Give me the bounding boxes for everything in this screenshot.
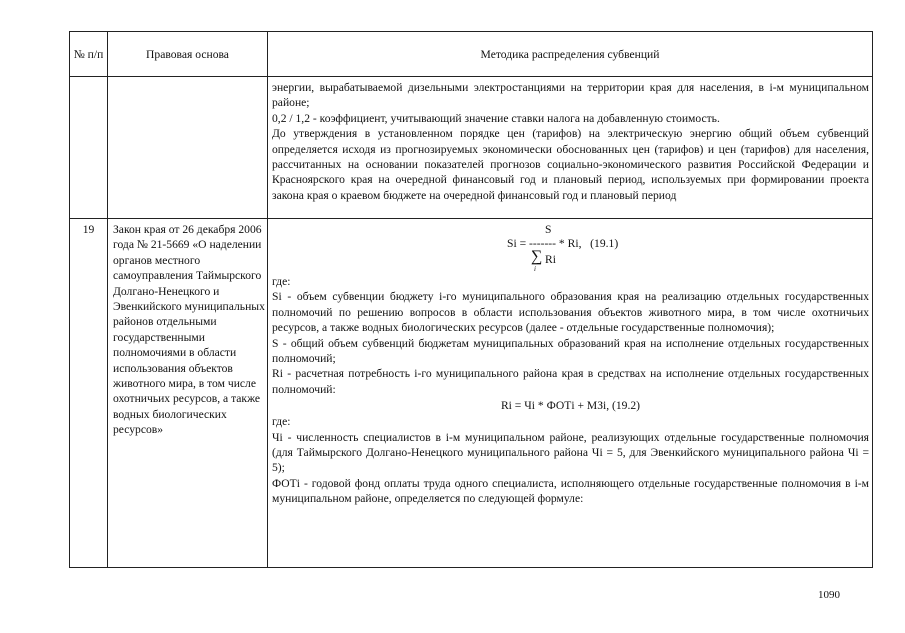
header-legal-basis: Правовая основа [108, 32, 268, 77]
cell-basis-continued [108, 77, 268, 219]
distribution-table [69, 31, 873, 568]
formula-denominator-term: Ri [545, 253, 556, 266]
definition-si: Si - объем субвенции бюджету i-го муниципального образования края на реализацию отдельных государственных полномочий по решению вопросов в области использования объектов животного мира, в том числе охотничьих ресурсов, а также водных биологических ресурсов (далее - отдельные государственные полномочия); [272, 290, 869, 335]
formula-main-line: Si = ------- * Ri, (19.1) [507, 237, 619, 250]
cell-method-continued [268, 77, 873, 219]
paragraph: До утверждения в установленном порядке цен (тарифов) на электрическую энергию общий объем субвенций определяется исходя из прогнозируемых экономически обоснованных цен (тарифов) и цен (тарифов) для населения, рассчитанных на основании показателей прогнозов социально-экономического развития Российской Федерации и Красноярского края на очередной финансовый год и плановый период, используемых при формировании проекта закона края о краевом бюджете на очередной финансовый год и плановый период [272, 127, 869, 202]
cell-num-continued [70, 77, 108, 219]
definition-ri: Ri - расчетная потребность i-го муниципального района края в средствах на исполнение отдельных государственных полномочий: [272, 367, 869, 396]
table-row-19 [70, 219, 873, 568]
formula-19-2: Ri = Чi * ФОТi + МЗi, (19.2) [500, 399, 641, 413]
legal-basis-text: Закон края от 26 декабря 2006 года № 21-5669 «О наделении органов местного самоуправления Таймырского Долгано-Ненецкого и Эвенкийского муниципальных районов отдельными государственными полномочиями в области использования объектов животного мира, в том числе охотничьих ресурсов, а также водных биологических ресурсов» [113, 223, 265, 437]
table-row-continued [70, 77, 873, 219]
row-number: 19 [82, 223, 95, 236]
cell-method-19 [268, 219, 873, 568]
definition-foti: ФОТi - годовой фонд оплаты труда одного специалиста, исполняющего отдельные государственные полномочия в i-м муниципальном районе, определяется по следующей формуле: [272, 476, 869, 506]
page-number: 1090 [818, 589, 840, 601]
header-methodology: Методика распределения субвенций [268, 32, 873, 77]
cell-num-19 [70, 219, 108, 568]
sum-symbol: ∑ [531, 248, 543, 265]
where-label: где: [272, 275, 291, 288]
where-label: где: [272, 415, 291, 429]
formula-19-1 [272, 222, 869, 274]
header-num: № п/п [70, 32, 108, 77]
sum-index: i [534, 265, 536, 273]
definition-s: S - общий объем субвенций бюджетам муниципальных образований края на исполнение отдельных государственных полномочий; [272, 336, 869, 366]
cell-basis-19 [108, 219, 268, 568]
definition-chi: Чi - численность специалистов в i-м муниципальном районе, реализующих отдельные государственные полномочия (для Таймырского Долгано-Ненецкого муниципального района Чi = 5, для Эвенкийского муниципального района Чi = 5); [272, 430, 869, 475]
paragraph: энергии, вырабатываемой дизельными электростанциями на территории края для населения, в i-м муниципальном районе; [272, 81, 869, 110]
table-header-row [70, 32, 873, 77]
paragraph: 0,2 / 1,2 - коэффициент, учитывающий значение ставки налога на добавленную стоимость. [272, 111, 720, 125]
formula-numerator: S [545, 223, 552, 236]
